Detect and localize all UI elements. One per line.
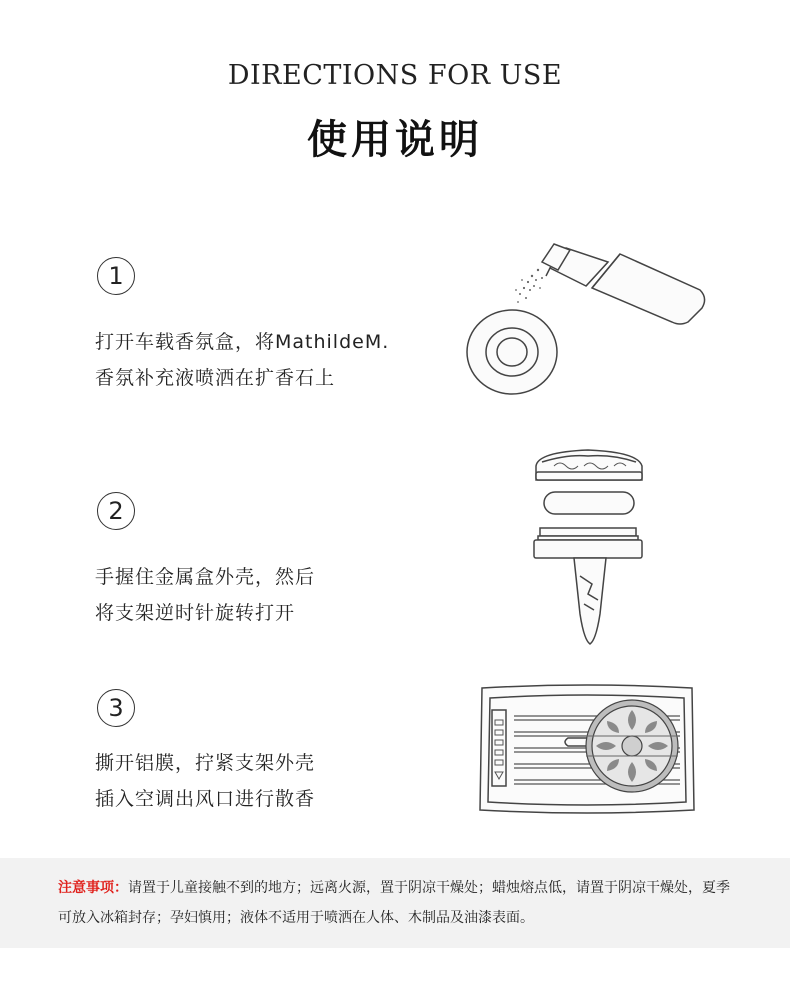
- step-1-number: 1: [97, 257, 135, 295]
- notice-box: [0, 858, 790, 948]
- page-title-en: DIRECTIONS FOR USE: [227, 60, 563, 91]
- exploded-vent-clip-icon: [528, 444, 658, 652]
- step-1-line-2: 香氛补充液喷洒在扩香石上: [95, 367, 336, 389]
- step-1-text: [95, 324, 389, 396]
- step-1-line-1: 打开车载香氛盒，将MathildeM.: [95, 331, 390, 353]
- spray-mist: [515, 269, 543, 303]
- vent-clip: [574, 558, 606, 644]
- step-2-number: 2: [97, 492, 135, 530]
- notice-text: [58, 873, 738, 933]
- step-3-text: [95, 745, 315, 817]
- step-3-number: 3: [97, 689, 135, 727]
- spray-bottle-and-diffuser-stone-icon: [462, 232, 712, 412]
- notice-label: 注意事项：: [58, 880, 128, 896]
- diffuser-base-rim: [540, 528, 636, 536]
- diffuser-disc: [586, 700, 678, 792]
- diffuser-base: [534, 540, 642, 558]
- step-2-text: [95, 559, 315, 631]
- diffuser-pad: [544, 492, 634, 514]
- step-3-line-1: 撕开铝膜，拧紧支架外壳: [95, 752, 316, 774]
- page-title-cn: 使用说明: [307, 117, 483, 163]
- car-air-vent-with-diffuser-icon: [474, 680, 700, 820]
- notice-body: 请置于儿童接触不到的地方；远离火源，置于阴凉干燥处；蜡烛熔点低，请置于阴凉干燥处，夏季可放入冰箱封存；孕妇慎用；液体不适用于喷洒在人体、木制品及油漆表面。: [58, 880, 730, 926]
- step-2-line-1: 手握住金属盒外壳，然后: [95, 566, 316, 588]
- step-2-line-2: 将支架逆时针旋转打开: [95, 602, 296, 624]
- spray-bottle-body: [592, 254, 705, 324]
- step-3-line-2: 插入空调出风口进行散香: [95, 788, 316, 810]
- diffuser-stone-outer: [467, 310, 557, 394]
